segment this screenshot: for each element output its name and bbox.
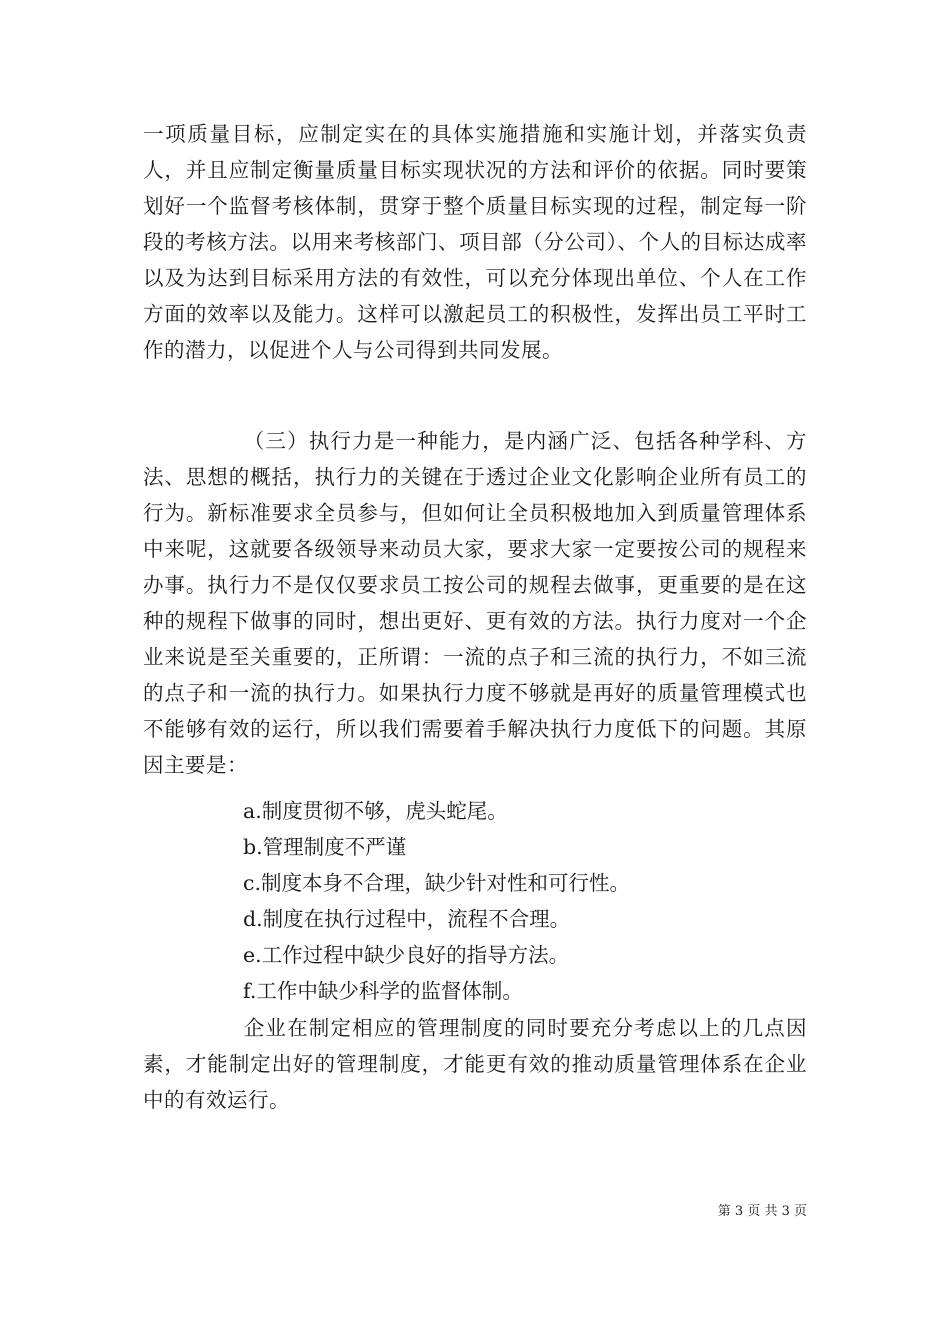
paragraph-text: 一项质量目标，应制定实在的具体实施措施和实施计划，并落实负责人，并且应制定衡量质量目标实现状况的方法和评价的依据。同时要策划好一个监督考核体制，贯穿于整个质量目标实现的过程，制定每一阶段的考核方法。以用来考核部门、项目部（分公司）、个人的目标达成率以及为达到目标采用方法的有效性，可以充分体现出单位、个人在工作方面的效率以及能力。这样可以激起员工的积极性，发挥出员工平时工作的潜力，以促进个人与公司得到共同发展。	[143, 122, 807, 362]
paragraph-text: 企业在制定相应的管理制度的同时要充分考虑以上的几点因素，才能制定出好的管理制度，才能更有效的推动质量管理体系在企业中的有效运行。	[143, 1016, 807, 1112]
paragraph-execution	[143, 423, 807, 783]
list-item: c.制度本身不合理，缺少针对性和可行性。	[243, 871, 630, 895]
paragraph-text: （三）执行力是一种能力，是内涵广泛、包括各种学科、方法、思想的概括，执行力的关键在于透过企业文化影响企业所有员工的行为。新标准要求全员参与，但如何让全员积极地加入到质量管理体系中来呢，这就要各级领导来动员大家，要求大家一定要按公司的规程来办事。执行力不是仅仅要求员工按公司的规程去做事，更重要的是在这种的规程下做事的同时，想出更好、更有效的方法。执行力度对一个企业来说是至关重要的，正所谓：一流的点子和三流的执行力，不如三流的点子和一流的执行力。如果执行力度不够就是再好的质量管理模式也不能够有效的运行，所以我们需要着手解决执行力度低下的问题。其原因主要是：	[143, 429, 807, 777]
list-item: f.工作中缺少科学的监督体制。	[243, 979, 523, 1003]
paragraph-conclusion	[143, 1010, 807, 1118]
causes-list	[243, 793, 807, 1009]
list-item: b.管理制度不严谨	[243, 835, 407, 859]
list-item: e.工作过程中缺少良好的指导方法。	[243, 943, 570, 967]
paragraph-quality-goals	[143, 116, 807, 368]
list-item: d.制度在执行过程中，流程不合理。	[243, 907, 571, 931]
list-item: a.制度贯彻不够，虎头蛇尾。	[243, 799, 508, 823]
page-number-footer: 第 3 页 共 3 页	[717, 1204, 807, 1219]
